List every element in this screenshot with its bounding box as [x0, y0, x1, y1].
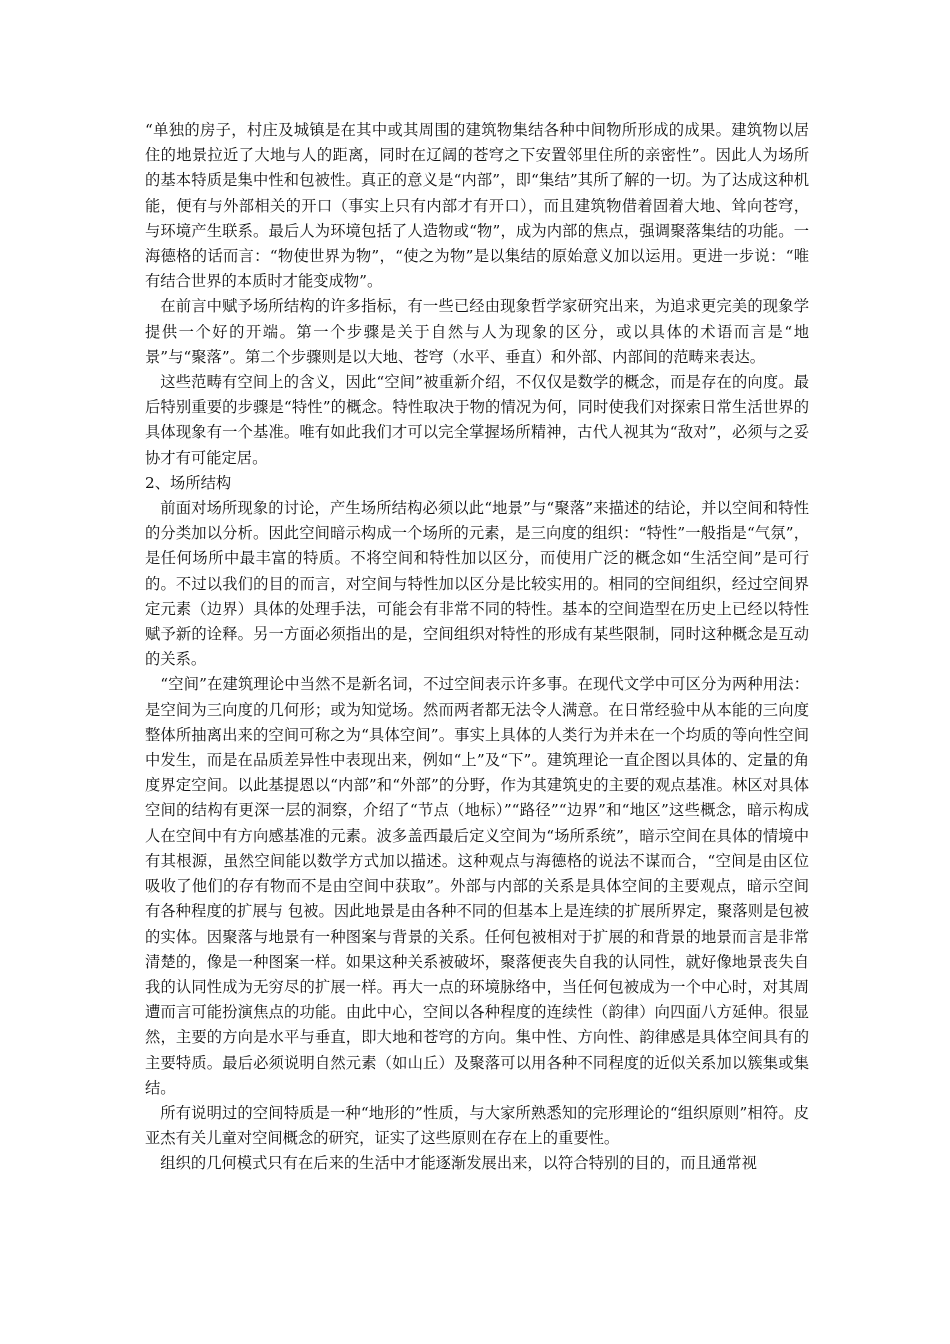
paragraph-heidegger-quote: “单独的房子，村庄及城镇是在其中或其周围的建筑物集结各种中间物所形成的成果。建筑物以居住的地景拉近了大地与人的距离，同时在辽阔的苍穹之下安置邻里住所的亲密性”。因此人为场所的基本特质是集中性和包被性。真正的意义是“内部”，即“集结”其所了解的一切。为了达成这种机能，便有与外部相关的开口（事实上只有内部才有开口），而且建筑物借着固着大地、耸向苍穹，与环境产生联系。最后人为环境包括了人造物或“物”，成为内部的焦点，强调聚落集结的功能。一海德格的话而言：“物使世界为物”，“使之为物”是以集结的原始意义加以运用。更进一步说：“唯有结合世界的本质时才能变成物”。 — [145, 121, 809, 291]
paragraph-structure-indicators: 在前言中赋予场所结构的许多指标，有一些已经由现象哲学家研究出来，为追求更完美的现象学提供一个好的开端。第一个步骤是关于自然与人为现象的区分，或以具体的术语而言是“地景”与“聚落”。第二个步骤则是以大地、苍穹（水平、垂直）和外部、内部间的范畴来表达。 — [145, 297, 809, 366]
document-page — [145, 118, 809, 1177]
paragraph-place-structure: 前面对场所现象的讨论，产生场所结构必须以此“地景”与“聚落”来描述的结论，并以空间和特性的分类加以分析。因此空间暗示构成一个场所的元素，是三向度的组织：“特性”一般指是“气氛”，是任何场所中最丰富的特质。不将空间和特性加以区分，而使用广泛的概念如“生活空间”是可行的。不过以我们的目的而言，对空间与特性加以区分是比较实用的。相同的空间组织，经过空间界定元素（边界）具体的处理手法，可能会有非常不同的特性。基本的空间造型在历史上已经以特性赋予新的诠释。另一方面必须指出的是，空间组织对特性的形成有某些限制，同时这种概念是互动的关系。 — [145, 499, 809, 669]
paragraph-topological-properties: 所有说明过的空间特质是一种“地形的”性质，与大家所熟悉知的完形理论的“组织原则”相符。皮亚杰有关儿童对空间概念的研究，证实了这些原则在存在上的重要性。 — [145, 1103, 809, 1148]
paragraph-space-character: 这些范畴有空间上的含义，因此“空间”被重新介绍，不仅仅是数学的概念，而是存在的向度。最后特别重要的步骤是“特性”的概念。特性取决于物的情况为何，同时使我们对探索日常生活世界的具体现象有一个基准。唯有如此我们才可以完全掌握场所精神，古代人视其为“敌对”，必须与之妥协才有可能定居。 — [145, 373, 809, 467]
paragraph-concrete-space: “空间”在建筑理论中当然不是新名词，不过空间表示许多事。在现代文学中可区分为两种用法：是空间为三向度的几何形；或为知觉场。然而两者都无法令人满意。在日常经验中从本能的三向度整体所抽离出来的空间可称之为“具体空间”。事实上具体的人类行为并未在一个均质的等向性空间中发生，而是在品质差异性中表现出来，例如“上”及“下”。建筑理论一直企图以具体的、定量的角度界定空间。以此基提恩以“内部”和“外部”的分野，作为其建筑史的主要的观点基准。林区对具体空间的结构有更深一层的洞察，介绍了“节点（地标）”“路径”“边界”和“地区”这些概念，暗示构成人在空间中有方向感基准的元素。波多盖西最后定义空间为“场所系统”，暗示空间在具体的情境中有其根源，虽然空间能以数学方式加以描述。这种观点与海德格的说法不谋而合，“空间是由区位吸收了他们的存有物而不是由空间中获取”。外部与内部的关系是具体空间的主要观点，暗示空间有各种程度的扩展与 包被。因此地景是由各种不同的但基本上是连续的扩展所界定，聚落则是包被的实体。因聚落与地景有一种图案与背景的关系。任何包被相对于扩展的和背景的地景而言是非常清楚的，像是一种图案一样。如果这种关系被破坏，聚落便丧失自我的认同性，就好像地景丧失自我的认同性成为无穷尽的扩展一样。再大一点的环境脉络中，当任何包被成为一个中心时，对其周遭而言可能扮演焦点的功能。由此中心，空间以各种程度的连续性（韵律）向四面八方延伸。很显然，主要的方向是水平与垂直，即大地和苍穹的方向。集中性、方向性、韵律感是具体空间具有的主要特质。最后必须说明自然元素（如山丘）及聚落可以用各种不同程度的近似关系加以簇集或集结。 — [145, 675, 809, 1097]
paragraph-geometric-models: 组织的几何模式只有在后来的生活中才能逐渐发展出来，以符合特别的目的，而且通常视 — [160, 1154, 757, 1173]
section-heading: 2、场所结构 — [145, 473, 232, 492]
